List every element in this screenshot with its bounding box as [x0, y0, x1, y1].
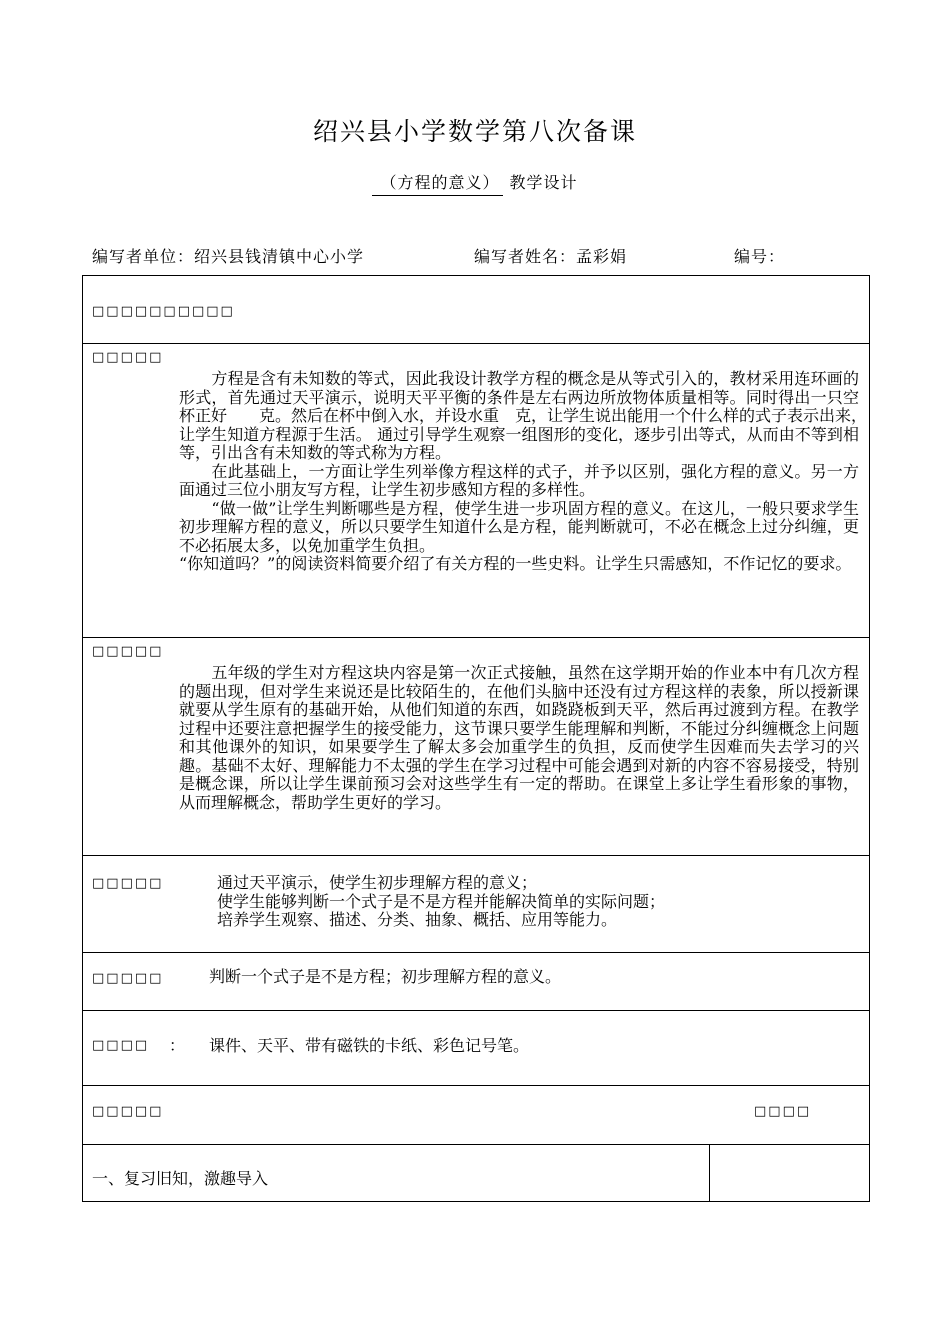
students-text	[179, 664, 859, 812]
row-header-label: □□□□□□□□□□	[92, 304, 235, 319]
prep-text: 课件、天平、带有磁铁的卡纸、彩色记号笔。	[209, 1036, 530, 1055]
goal-item: 通过天平演示，使学生初步理解方程的意义；	[217, 873, 538, 892]
key-points-text: 判断一个式子是不是方程；初步理解方程的意义。	[209, 967, 562, 986]
lesson-name: （方程的意义）	[372, 170, 503, 196]
goals-label: □□□□□	[92, 876, 164, 891]
row-student-analysis	[83, 638, 870, 856]
row-preparation	[83, 1011, 870, 1086]
author-name: 编写者姓名：孟彩娟	[474, 247, 628, 266]
prep-label: □□□□	[92, 1038, 150, 1053]
lesson-plan-table	[82, 275, 876, 1202]
step-cell	[83, 1145, 710, 1202]
material-text	[179, 369, 876, 574]
process-label: □□□□□	[92, 1104, 164, 1119]
row-key-points	[83, 953, 870, 1011]
material-paragraph: “做一做”让学生判断哪些是方程，使学生进一步巩固方程的意义。在这儿，一般只要求学生初步理解方程的意义，所以只要学生知道什么是方程，能判断就可，不必在概念上过分纠缠，更不必拓展太多，以免加重学生负担。	[179, 498, 859, 555]
goals-list	[217, 874, 665, 930]
students-label: □□□□□	[92, 644, 164, 659]
author-unit: 编写者单位：绍兴县钱清镇中心小学	[92, 247, 365, 266]
page-subtitle	[0, 170, 950, 196]
students-paragraph: 五年级的学生对方程这块内容是第一次正式接触，虽然在这学期开始的作业本中有几次方程的题出现，但对学生来说还是比较陌生的，在他们头脑中还没有过方程这样的表象，所以授新课就要从学生原有的基础开始，从他们知道的东西，如跷跷板到天平，然后再过渡到方程。在教学过程中还要注意把握学生的接受能力，这节课只要学生能理解和判断，不能过分纠缠概念上问题和其他课外的知识，如果要学生了解太多会加重学生的负担，反而使学生因难而失去学习的兴趣。基础不太好、理解能力不太强的学生在学习过程中可能会遇到对新的内容不容易接受，特别是概念课，所以让学生课前预习会对这些学生有一定的帮助。在课堂上多让学生看形象的事物，从而理解概念，帮助学生更好的学习。	[179, 663, 859, 812]
goal-item: 培养学生观察、描述、分类、抽象、概括、应用等能力。	[217, 910, 618, 929]
row-process-header	[83, 1086, 870, 1145]
material-paragraph: 在此基础上，一方面让学生列举像方程这样的式子，并予以区别，强化方程的意义。另一方面通过三位小朋友写方程，让学生初步感知方程的多样性。	[179, 461, 859, 499]
step-title: 一、复习旧知，激趣导入	[92, 1169, 269, 1188]
row-teaching-goals	[83, 856, 870, 953]
material-paragraph: “你知道吗？”的阅读资料简要介绍了有关方程的一些史料。让学生只需感知，不作记忆的要求。	[179, 554, 852, 573]
subtitle-suffix: 教学设计	[509, 173, 578, 192]
doc-number: 编号：	[734, 247, 786, 266]
row-header	[83, 276, 870, 344]
material-label: □□□□□	[92, 350, 164, 365]
step-notes-cell	[710, 1145, 870, 1202]
material-paragraph: 方程是含有未知数的等式，因此我设计教学方程的概念是从等式引入的，教材采用连环画的形式，首先通过天平演示，说明天平平衡的条件是左右两边所放物体质量相等。同时得出一只空杯正好 克。然后在杯中倒入水，并设水重 克，让学生说出能用一个什么样的式子表示出来， 让学生知道方程源于生活。 通过引导学生观察一组图形的变化，逐步引出等式，从而由不等到相等，引出含有未知数的等式称为方程。	[179, 369, 876, 462]
key-points-label: □□□□□	[92, 971, 164, 986]
prep-colon: ：	[169, 1036, 186, 1055]
page-title: 绍兴县小学数学第八次备课	[312, 117, 637, 146]
row-material-analysis	[83, 344, 876, 638]
process-right-label: □□□□	[754, 1104, 812, 1119]
goal-item: 使学生能够判断一个式子是不是方程并能解决简单的实际问题；	[217, 891, 666, 911]
